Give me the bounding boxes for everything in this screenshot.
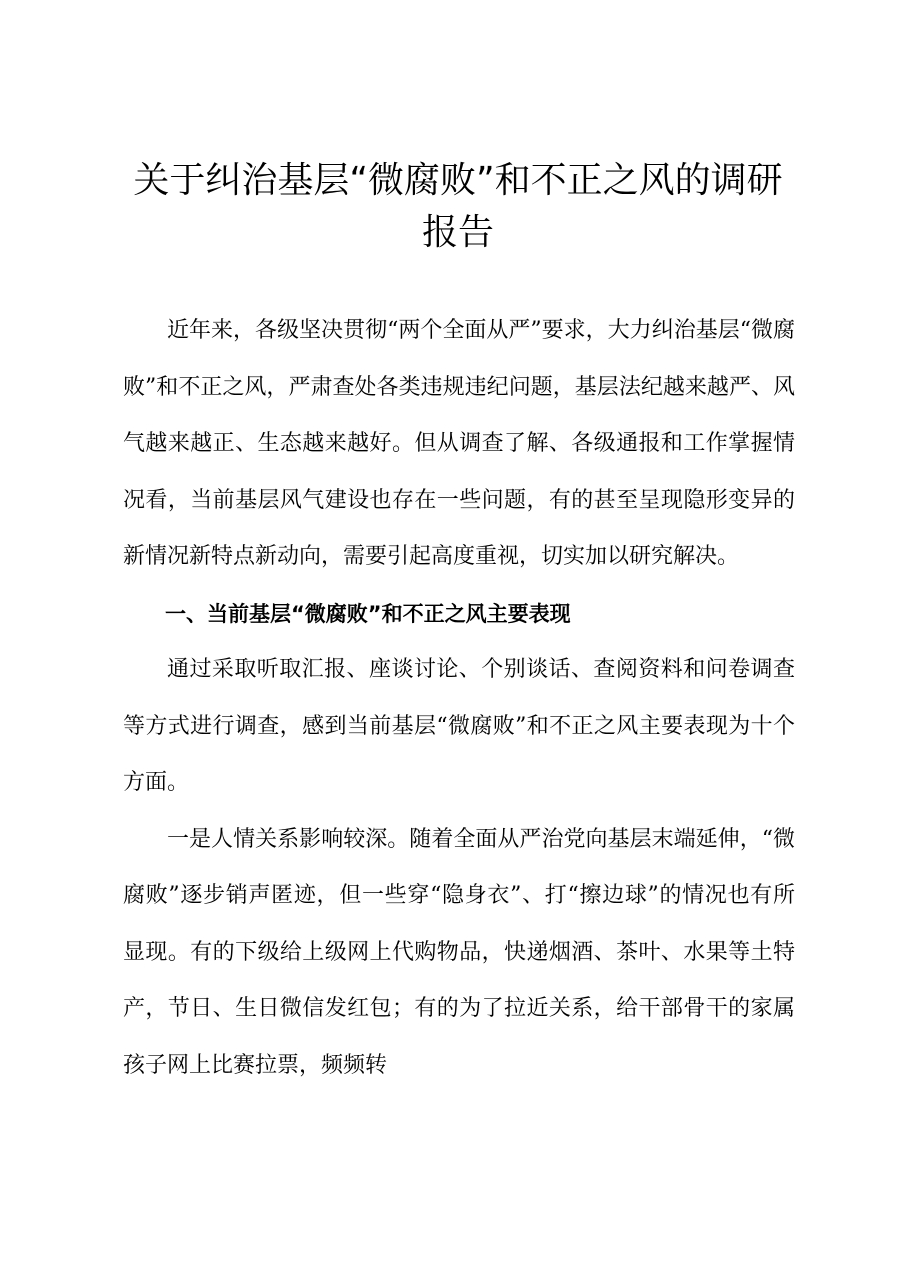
point-1-paragraph: 一是人情关系影响较深。随着全面从严治党向基层末端延伸，“微腐败”逐步销声匿迹，但一些穿“隐身衣”、打“擦边球”的情况也有所显现。有的下级给上级网上代购物品，快递烟酒、茶叶、水果等土特产，节日、生日微信发红包；有的为了拉近关系，给干部骨干的家属孩子网上比赛拉票，频频转 [123, 826, 795, 1078]
document-body [123, 303, 795, 1094]
section-heading-1: 一、当前基层“微腐败”和不正之风主要表现 [165, 601, 571, 626]
section-1-intro-paragraph: 通过采取听取汇报、座谈讨论、个别谈话、查阅资料和问卷调查等方式进行调查，感到当前基层“微腐败”和不正之风主要表现为十个方面。 [123, 657, 795, 795]
intro-paragraph: 近年来，各级坚决贯彻“两个全面从严”要求，大力纠治基层“微腐败”和不正之风，严肃查处各类违规违纪问题，基层法纪越来越严、风气越来越正、生态越来越好。但从调查了解、各级通报和工作掌握情况看，当前基层风气建设也存在一些问题，有的甚至呈现隐形变异的新情况新特点新动向，需要引起高度重视，切实加以研究解决。 [123, 318, 795, 569]
document-title: 关于纠治基层“微腐败”和不正之风的调研报告 [133, 160, 783, 253]
